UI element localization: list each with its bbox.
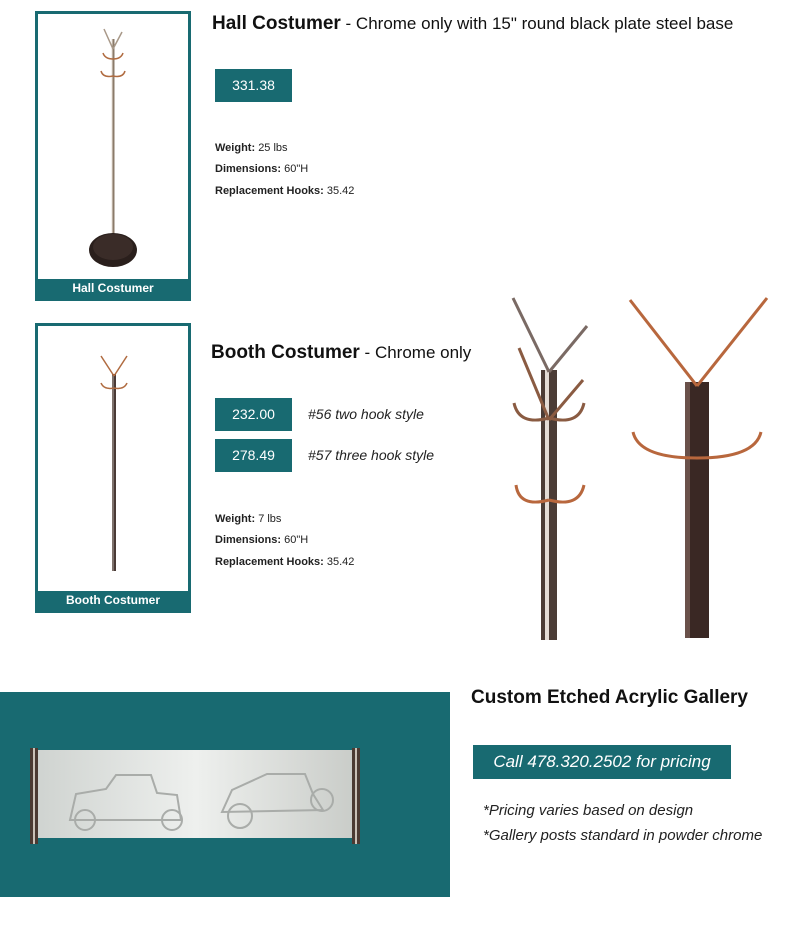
hall-dimensions bbox=[215, 163, 308, 175]
hall-hooks-value: 35.42 bbox=[326, 185, 355, 197]
booth-weight bbox=[215, 513, 281, 525]
hall-costumer-card bbox=[35, 11, 191, 301]
hall-costumer-caption: Hall Costumer bbox=[38, 279, 188, 298]
gallery-band bbox=[0, 692, 450, 897]
booth-dimensions bbox=[215, 534, 308, 546]
booth-hooks bbox=[215, 556, 354, 568]
hook-closeup-image bbox=[495, 290, 795, 645]
gallery-note-text: Gallery posts standard in powder chrome bbox=[488, 827, 763, 844]
booth-hooks-label: Replacement Hooks: bbox=[215, 556, 324, 568]
gallery-note: *Gallery posts standard in powder chrome bbox=[483, 827, 763, 844]
gallery-title: Custom Etched Acrylic Gallery bbox=[471, 687, 749, 708]
gallery-note-text: Pricing varies based on design bbox=[488, 802, 694, 819]
booth-subtitle: Chrome only bbox=[374, 343, 472, 362]
hall-subtitle: Chrome only with 15" round black plate steel base bbox=[355, 14, 734, 33]
hall-dimensions-label: Dimensions: bbox=[215, 163, 282, 175]
call-for-pricing-button[interactable]: Call 478.320.2502 for pricing bbox=[473, 745, 731, 779]
hall-hooks-label: Replacement Hooks: bbox=[215, 185, 324, 197]
hall-weight-value: 25 lbs bbox=[258, 142, 288, 154]
booth-costumer-caption: Booth Costumer bbox=[38, 591, 188, 610]
booth-costumer-card bbox=[35, 323, 191, 613]
hall-costumer-image bbox=[38, 14, 188, 279]
booth-hooks-value: 35.42 bbox=[326, 556, 355, 568]
booth-price-note-57: #57 three hook style bbox=[308, 447, 435, 463]
hall-costumer-title bbox=[212, 13, 733, 35]
booth-dimensions-value: 60"H bbox=[284, 534, 309, 546]
booth-title-text: Booth Costumer bbox=[211, 342, 360, 363]
acrylic-gallery-image bbox=[0, 692, 450, 897]
booth-price-badge-57: 278.49 bbox=[215, 439, 292, 472]
hall-price-badge: 331.38 bbox=[215, 69, 292, 102]
booth-title-separator: - bbox=[359, 343, 375, 362]
booth-price-note-56: #56 two hook style bbox=[308, 406, 424, 422]
booth-costumer-image bbox=[38, 326, 188, 591]
gallery-note: *Pricing varies based on design bbox=[483, 802, 694, 819]
hall-weight bbox=[215, 142, 288, 154]
booth-price-badge-56: 232.00 bbox=[215, 398, 292, 431]
booth-dimensions-label: Dimensions: bbox=[215, 534, 282, 546]
hall-dimensions-value: 60"H bbox=[284, 163, 309, 175]
hall-title-separator: - bbox=[340, 14, 356, 33]
hall-weight-label: Weight: bbox=[215, 142, 256, 154]
booth-weight-label: Weight: bbox=[215, 513, 256, 525]
booth-weight-value: 7 lbs bbox=[258, 513, 282, 525]
hall-hooks bbox=[215, 185, 354, 197]
booth-costumer-title bbox=[211, 342, 471, 364]
hall-title-text: Hall Costumer bbox=[212, 13, 341, 34]
